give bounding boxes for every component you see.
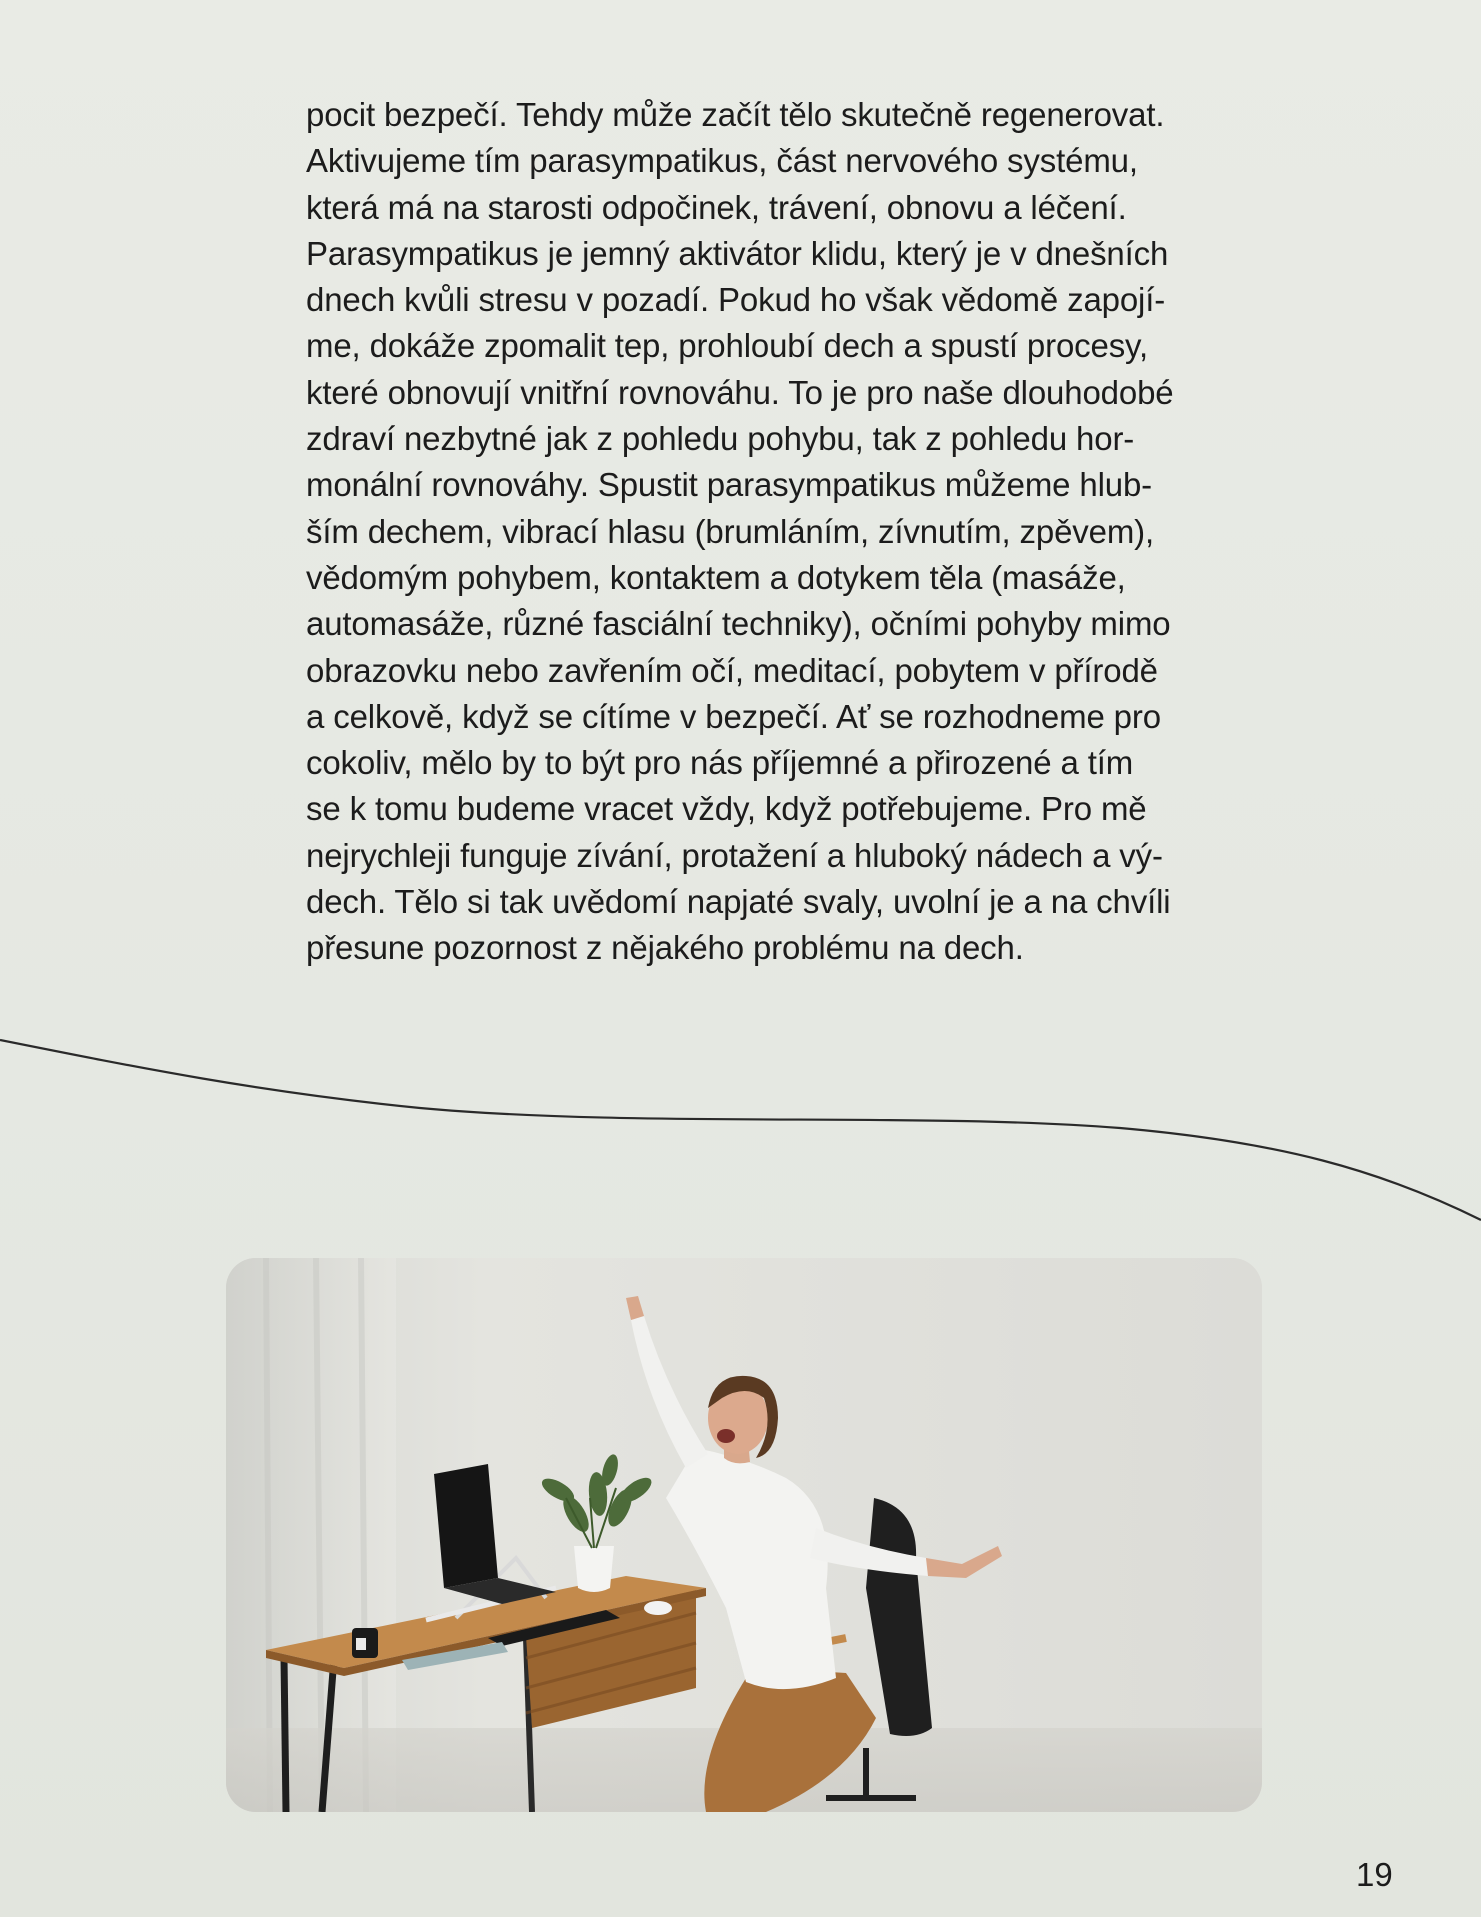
text-line: monální rovnováhy. Spustit parasympatikus můžeme hlub- bbox=[306, 466, 1153, 504]
text-line: Aktivujeme tím parasympatikus, část nervového systému, bbox=[306, 142, 1138, 180]
text-line: nejrychleji funguje zívání, protažení a hluboký nádech a vý- bbox=[306, 836, 1163, 874]
text-line: přesune pozornost z nějakého problému na dech. bbox=[306, 929, 1024, 967]
text-line: dech. Tělo si tak uvědomí napjaté svaly, uvolní je a na chvíli bbox=[306, 883, 1171, 921]
text-line: obrazovku nebo zavřením očí, meditací, pobytem v přírodě bbox=[306, 651, 1158, 689]
text-line: cokoliv, mělo by to být pro nás příjemné a přirozené a tím bbox=[306, 744, 1134, 782]
text-line: vědomým pohybem, kontaktem a dotykem těla (masáže, bbox=[306, 558, 1126, 596]
text-line: dnech kvůli stresu v pozadí. Pokud ho však vědomě zapojí- bbox=[306, 281, 1166, 319]
text-line: ším dechem, vibrací hlasu (brumláním, zívnutím, zpěvem), bbox=[306, 512, 1155, 550]
body-text bbox=[306, 92, 1286, 972]
text-line: se k tomu budeme vracet vždy, když potřebujeme. Pro mě bbox=[306, 790, 1147, 828]
page-number: 19 bbox=[1356, 1856, 1393, 1893]
text-line: které obnovují vnitřní rovnováhu. To je pro naše dlouhodobé bbox=[306, 373, 1174, 411]
text-line: automasáže, různé fasciální techniky), očními pohyby mimo bbox=[306, 605, 1171, 643]
text-line: pocit bezpečí. Tehdy může začít tělo skutečně regenerovat. bbox=[306, 96, 1165, 133]
photo-woman-stretching-at-desk bbox=[226, 1258, 1262, 1812]
text-line: Parasympatikus je jemný aktivátor klidu, který je v dnešních bbox=[306, 234, 1169, 272]
text-line: a celkově, když se cítíme v bezpečí. Ať se rozhodneme pro bbox=[306, 697, 1161, 735]
text-line: zdraví nezbytné jak z pohledu pohybu, tak z pohledu hor- bbox=[306, 420, 1135, 458]
text-line: me, dokáže zpomalit tep, prohloubí dech a spustí procesy, bbox=[306, 327, 1148, 365]
decorative-curve-line bbox=[0, 1020, 1481, 1240]
text-line: která má na starosti odpočinek, trávení, obnovu a léčení. bbox=[306, 188, 1127, 226]
